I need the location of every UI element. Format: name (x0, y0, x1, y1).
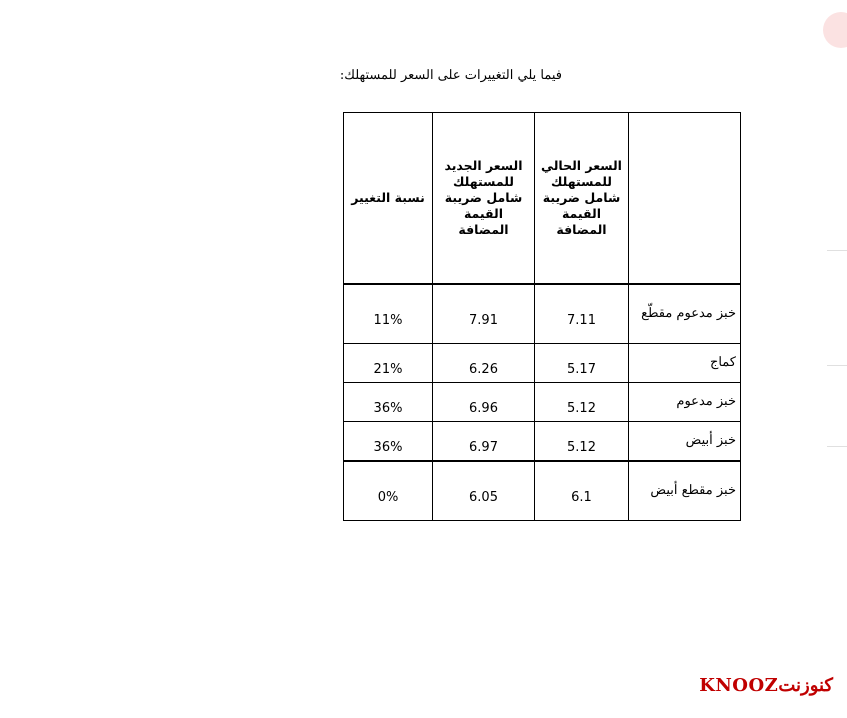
table-row (344, 422, 741, 462)
new-price: 7.91 (433, 284, 535, 344)
change-percent: 36% (344, 422, 433, 462)
current-price: 5.12 (535, 383, 629, 422)
edge-divider (827, 446, 847, 447)
edge-divider (827, 250, 847, 251)
item-name: خبز مدعوم (629, 383, 741, 422)
item-name: خبز مقطع أبيض (629, 461, 741, 521)
new-price: 6.96 (433, 383, 535, 422)
knooz-logo[interactable]: KNOOZكنوزنت (699, 675, 833, 696)
new-price: 6.97 (433, 422, 535, 462)
change-percent: 11% (344, 284, 433, 344)
decorative-circle (823, 12, 847, 48)
header-item (629, 113, 741, 285)
item-name: خبز مدعوم مقطّع (629, 284, 741, 344)
table-row (344, 284, 741, 344)
change-percent: 21% (344, 344, 433, 383)
current-price: 6.1 (535, 461, 629, 521)
intro-text: فيما يلي التغييرات على السعر للمستهلك: (339, 68, 562, 83)
new-price: 6.26 (433, 344, 535, 383)
price-table (343, 112, 741, 521)
table-row (344, 383, 741, 422)
header-current-price: السعر الحالي للمستهلك شامل ضريبة القيمة المضافة (535, 113, 629, 285)
current-price: 5.12 (535, 422, 629, 462)
change-percent: 0% (344, 461, 433, 521)
table-row (344, 344, 741, 383)
item-name: خبز أبيض (629, 422, 741, 462)
current-price: 7.11 (535, 284, 629, 344)
item-name: كماج (629, 344, 741, 383)
table-row (344, 461, 741, 521)
new-price: 6.05 (433, 461, 535, 521)
change-percent: 36% (344, 383, 433, 422)
edge-divider (827, 365, 847, 366)
current-price: 5.17 (535, 344, 629, 383)
header-new-price: السعر الجديد للمستهلك شامل ضريبة القيمة المضافة (433, 113, 535, 285)
header-change-percent: نسبة التغيير (344, 113, 433, 285)
table-header-row (344, 113, 741, 285)
